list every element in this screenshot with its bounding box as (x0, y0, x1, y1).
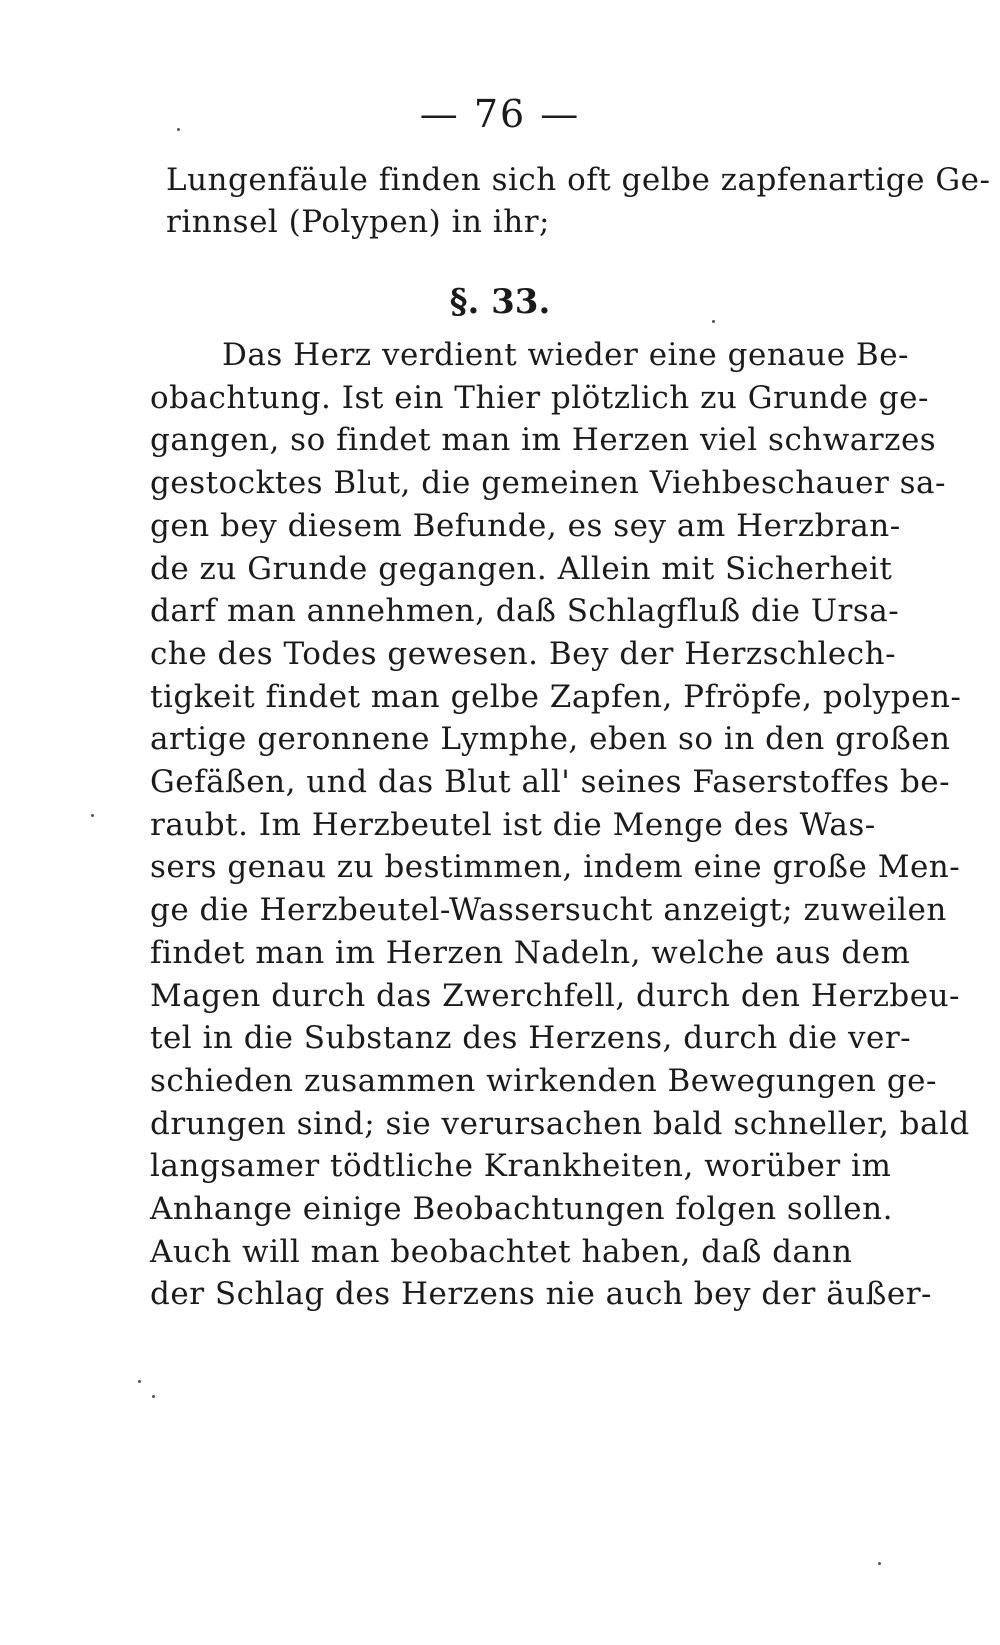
text-line: drungen sind; sie verursachen bald schneller, bald (150, 1106, 970, 1142)
text-line: obachtung. Ist ein Thier plötzlich zu Grunde ge- (150, 380, 929, 416)
text-line: findet man im Herzen Nadeln, welche aus dem (150, 935, 911, 971)
text-line: schieden zusammen wirkenden Bewegungen ge- (150, 1063, 937, 1099)
page-number: — 76 — (419, 92, 581, 136)
text-line: Gefäßen, und das Blut all' seines Faserstoffes be- (150, 764, 951, 800)
text-line: ge die Herzbeutel-Wassersucht anzeigt; zuweilen (150, 892, 947, 928)
text-line: Das Herz verdient wieder eine genaue Be- (222, 337, 910, 373)
scan-speck (177, 128, 180, 131)
text-line: che des Todes gewesen. Bey der Herzschlech- (150, 636, 897, 672)
scan-speck (878, 1562, 881, 1565)
text-line: tigkeit findet man gelbe Zapfen, Pfröpfe, polypen- (150, 679, 962, 715)
text-line: darf man annehmen, daß Schlagfluß die Ursa- (150, 593, 900, 629)
text-line: Magen durch das Zwerchfell, durch den Herzbeu- (150, 978, 961, 1014)
text-line: langsamer tödtliche Krankheiten, worüber im (150, 1148, 892, 1184)
scan-speck (152, 1395, 155, 1398)
text-line: rinnsel (Polypen) in ihr; (166, 204, 550, 240)
text-line: Anhange einige Beobachtungen folgen sollen. (150, 1191, 893, 1227)
text-line: der Schlag des Herzens nie auch bey der äußer- (150, 1276, 933, 1312)
scan-speck (91, 814, 94, 817)
text-line: artige geronnene Lymphe, eben so in den großen (150, 721, 951, 757)
text-line: tel in die Substanz des Herzens, durch die ver- (150, 1020, 912, 1056)
text-line: sers genau zu bestimmen, indem eine große Men- (150, 849, 961, 885)
text-line: Lungenfäule finden sich oft gelbe zapfenartige Ge- (166, 162, 991, 198)
scan-speck (712, 320, 715, 323)
text-line: raubt. Im Herzbeutel ist die Menge des Was- (150, 807, 876, 843)
text-line: gangen, so findet man im Herzen viel schwarzes (150, 422, 937, 458)
text-line: gen bey diesem Befunde, es sey am Herzbran- (150, 508, 901, 544)
text-line: Auch will man beobachtet haben, daß dann (150, 1234, 853, 1270)
text-line: gestocktes Blut, die gemeinen Viehbeschauer sa- (150, 465, 947, 501)
text-line: de zu Grunde gegangen. Allein mit Sicherheit (150, 551, 893, 587)
section-heading: §. 33. (449, 282, 551, 322)
scan-speck (138, 1380, 141, 1383)
